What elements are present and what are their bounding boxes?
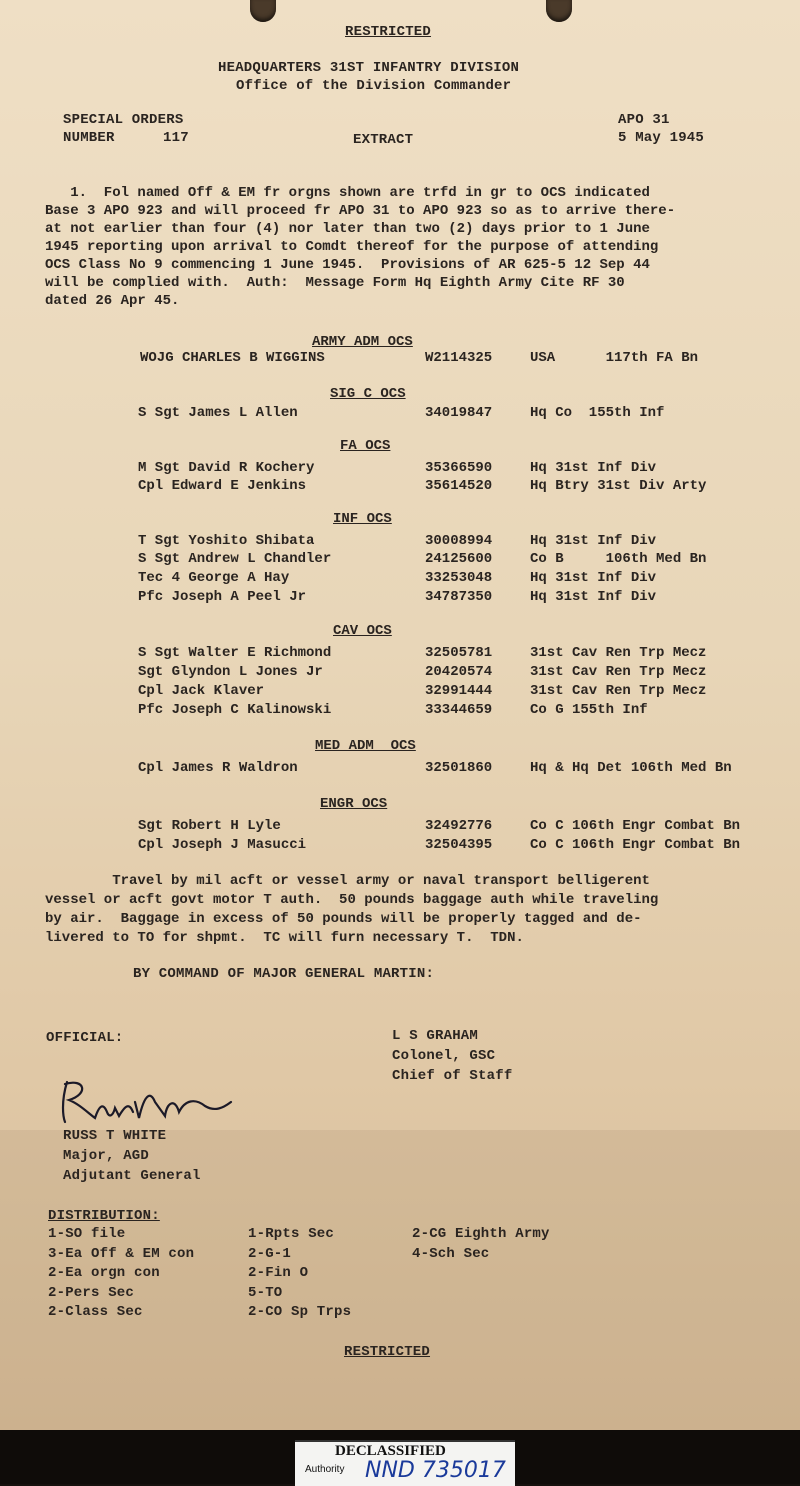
person-name: Cpl Joseph J Masucci (138, 837, 307, 853)
serial-number: 32501860 (425, 760, 493, 776)
personnel-row (0, 818, 800, 836)
paragraph-1-line: will be complied with. Auth: Message Form Hq Eighth Army Cite RF 30 (45, 275, 625, 291)
personnel-row (0, 760, 800, 778)
serial-number: 32492776 (425, 818, 493, 834)
distribution-item: 3-Ea Off & EM con (48, 1245, 195, 1262)
paragraph-1-line: at not earlier than four (4) nor later than two (2) days prior to 1 June (45, 221, 650, 237)
distribution-item: 2-Class Sec (48, 1304, 143, 1320)
person-name: WOJG CHARLES B WIGGINS (140, 350, 325, 366)
organization: Hq Btry 31st Div Arty (530, 478, 707, 494)
section-header: ENGR OCS (320, 796, 388, 812)
personnel-row (0, 702, 800, 720)
distribution-item: 1-Rpts Sec (248, 1226, 335, 1242)
personnel-row (0, 645, 800, 663)
personnel-row (0, 570, 800, 588)
section-header: SIG C OCS (330, 386, 406, 402)
personnel-row (0, 478, 800, 496)
serial-number: 35614520 (425, 478, 493, 494)
person-name: M Sgt David R Kochery (138, 460, 315, 476)
header-line2: Office of the Division Commander (236, 78, 512, 94)
distribution-item: 1-SO file (48, 1226, 126, 1242)
apo-label: APO 31 (618, 112, 670, 128)
personnel-row (0, 460, 800, 478)
distribution-item: 2-Ea orgn con (48, 1265, 160, 1281)
section-header: MED ADM OCS (315, 738, 416, 754)
section-header: INF OCS (333, 511, 392, 527)
paragraph-1-line: dated 26 Apr 45. (45, 293, 180, 309)
distribution-item: 4-Sch Sec (412, 1245, 490, 1262)
personnel-row (0, 405, 800, 423)
distribution-item: 2-CG Eighth Army (412, 1226, 550, 1242)
person-name: Cpl Edward E Jenkins (138, 478, 307, 494)
organization: 31st Cav Ren Trp Mecz (530, 645, 707, 661)
personnel-row (0, 350, 800, 368)
distribution-item: 2-G-1 (248, 1245, 292, 1262)
classification-bottom: RESTRICTED (344, 1344, 431, 1360)
stamp-authority: Authority (305, 1464, 345, 1475)
adjutant-name: RUSS T WHITE (63, 1128, 167, 1144)
serial-number: 20420574 (425, 664, 493, 680)
personnel-row (0, 551, 800, 569)
serial-number: 30008994 (425, 533, 493, 549)
person-name: Sgt Robert H Lyle (138, 818, 281, 834)
serial-number: 24125600 (425, 551, 493, 567)
organization: Hq 31st Inf Div (530, 589, 657, 605)
person-name: Pfc Joseph A Peel Jr (138, 589, 307, 605)
distribution-item: 2-Pers Sec (48, 1284, 135, 1301)
official-label: OFFICIAL: (46, 1030, 124, 1046)
person-name: Tec 4 George A Hay (138, 570, 290, 586)
order-date: 5 May 1945 (618, 130, 705, 146)
number-label: NUMBER (63, 130, 115, 146)
person-name: S Sgt Andrew L Chandler (138, 551, 332, 567)
travel-line: livered to TO for shpmt. TC will furn necessary T. TDN. (45, 930, 524, 946)
person-name: Sgt Glyndon L Jones Jr (138, 664, 323, 680)
punch-hole (250, 0, 276, 22)
adjutant-title: Adjutant General (63, 1168, 201, 1184)
organization: Hq Co 155th Inf (530, 405, 665, 421)
section-header: CAV OCS (333, 623, 392, 639)
special-orders-label: SPECIAL ORDERS (63, 112, 184, 128)
paragraph-1-line: OCS Class No 9 commencing 1 June 1945. Provisions of AR 625-5 12 Sep 44 (45, 257, 650, 273)
personnel-row (0, 664, 800, 682)
organization: Co C 106th Engr Combat Bn (530, 818, 741, 834)
section-header: ARMY ADM OCS (312, 334, 413, 350)
organization: 31st Cav Ren Trp Mecz (530, 664, 707, 680)
serial-number: 32505781 (425, 645, 493, 661)
chief-title: Chief of Staff (392, 1068, 513, 1084)
declassified-stamp (295, 1440, 515, 1486)
by-command: BY COMMAND OF MAJOR GENERAL MARTIN: (133, 966, 435, 982)
organization: Hq 31st Inf Div (530, 460, 657, 476)
serial-number: W2114325 (425, 350, 493, 366)
serial-number: 32991444 (425, 683, 493, 699)
serial-number: 34787350 (425, 589, 493, 605)
serial-number: 32504395 (425, 837, 493, 853)
organization: USA 117th FA Bn (530, 350, 699, 366)
person-name: S Sgt Walter E Richmond (138, 645, 332, 661)
chief-rank: Colonel, GSC (392, 1048, 496, 1064)
personnel-row (0, 589, 800, 607)
personnel-row (0, 683, 800, 701)
person-name: S Sgt James L Allen (138, 405, 298, 421)
organization: Hq & Hq Det 106th Med Bn (530, 760, 732, 776)
distribution-item: 5-TO (248, 1284, 283, 1301)
classification-top: RESTRICTED (345, 24, 432, 40)
paragraph-1-line: 1. Fol named Off & EM fr orgns shown are trfd in gr to OCS indicated (45, 185, 650, 201)
paragraph-1-line: 1945 reporting upon arrival to Comdt thereof for the purpose of attending (45, 239, 659, 255)
travel-line: vessel or acft govt motor T auth. 50 pounds baggage auth while traveling (45, 892, 659, 908)
organization: Hq 31st Inf Div (530, 533, 657, 549)
signature (55, 1072, 245, 1132)
personnel-row (0, 837, 800, 855)
distribution-label: DISTRIBUTION: (48, 1208, 160, 1224)
travel-line: Travel by mil acft or vessel army or naval transport belligerent (45, 873, 650, 889)
stamp-code: NND 735017 (365, 1458, 506, 1483)
order-number: 117 (163, 130, 189, 146)
distribution-item: 2-CO Sp Trps (248, 1304, 352, 1320)
person-name: T Sgt Yoshito Shibata (138, 533, 315, 549)
organization: Co C 106th Engr Combat Bn (530, 837, 741, 853)
stamp-label: DECLASSIFIED (335, 1443, 446, 1459)
travel-line: by air. Baggage in excess of 50 pounds will be properly tagged and de- (45, 911, 642, 927)
punch-hole (546, 0, 572, 22)
person-name: Cpl Jack Klaver (138, 683, 265, 699)
chief-name: L S GRAHAM (392, 1028, 479, 1044)
serial-number: 34019847 (425, 405, 493, 421)
adjutant-rank: Major, AGD (63, 1148, 150, 1164)
paragraph-1-line: Base 3 APO 923 and will proceed fr APO 31 to APO 923 so as to arrive there- (45, 203, 676, 219)
header-line1: HEADQUARTERS 31ST INFANTRY DIVISION (218, 60, 520, 76)
organization: Co B 106th Med Bn (530, 551, 707, 567)
extract-label: EXTRACT (353, 132, 414, 148)
organization: Hq 31st Inf Div (530, 570, 657, 586)
distribution-item: 2-Fin O (248, 1265, 309, 1281)
personnel-row (0, 533, 800, 551)
person-name: Pfc Joseph C Kalinowski (138, 702, 332, 718)
serial-number: 33253048 (425, 570, 493, 586)
serial-number: 35366590 (425, 460, 493, 476)
organization: 31st Cav Ren Trp Mecz (530, 683, 707, 699)
serial-number: 33344659 (425, 702, 493, 718)
organization: Co G 155th Inf (530, 702, 648, 718)
section-header: FA OCS (340, 438, 391, 454)
person-name: Cpl James R Waldron (138, 760, 298, 776)
